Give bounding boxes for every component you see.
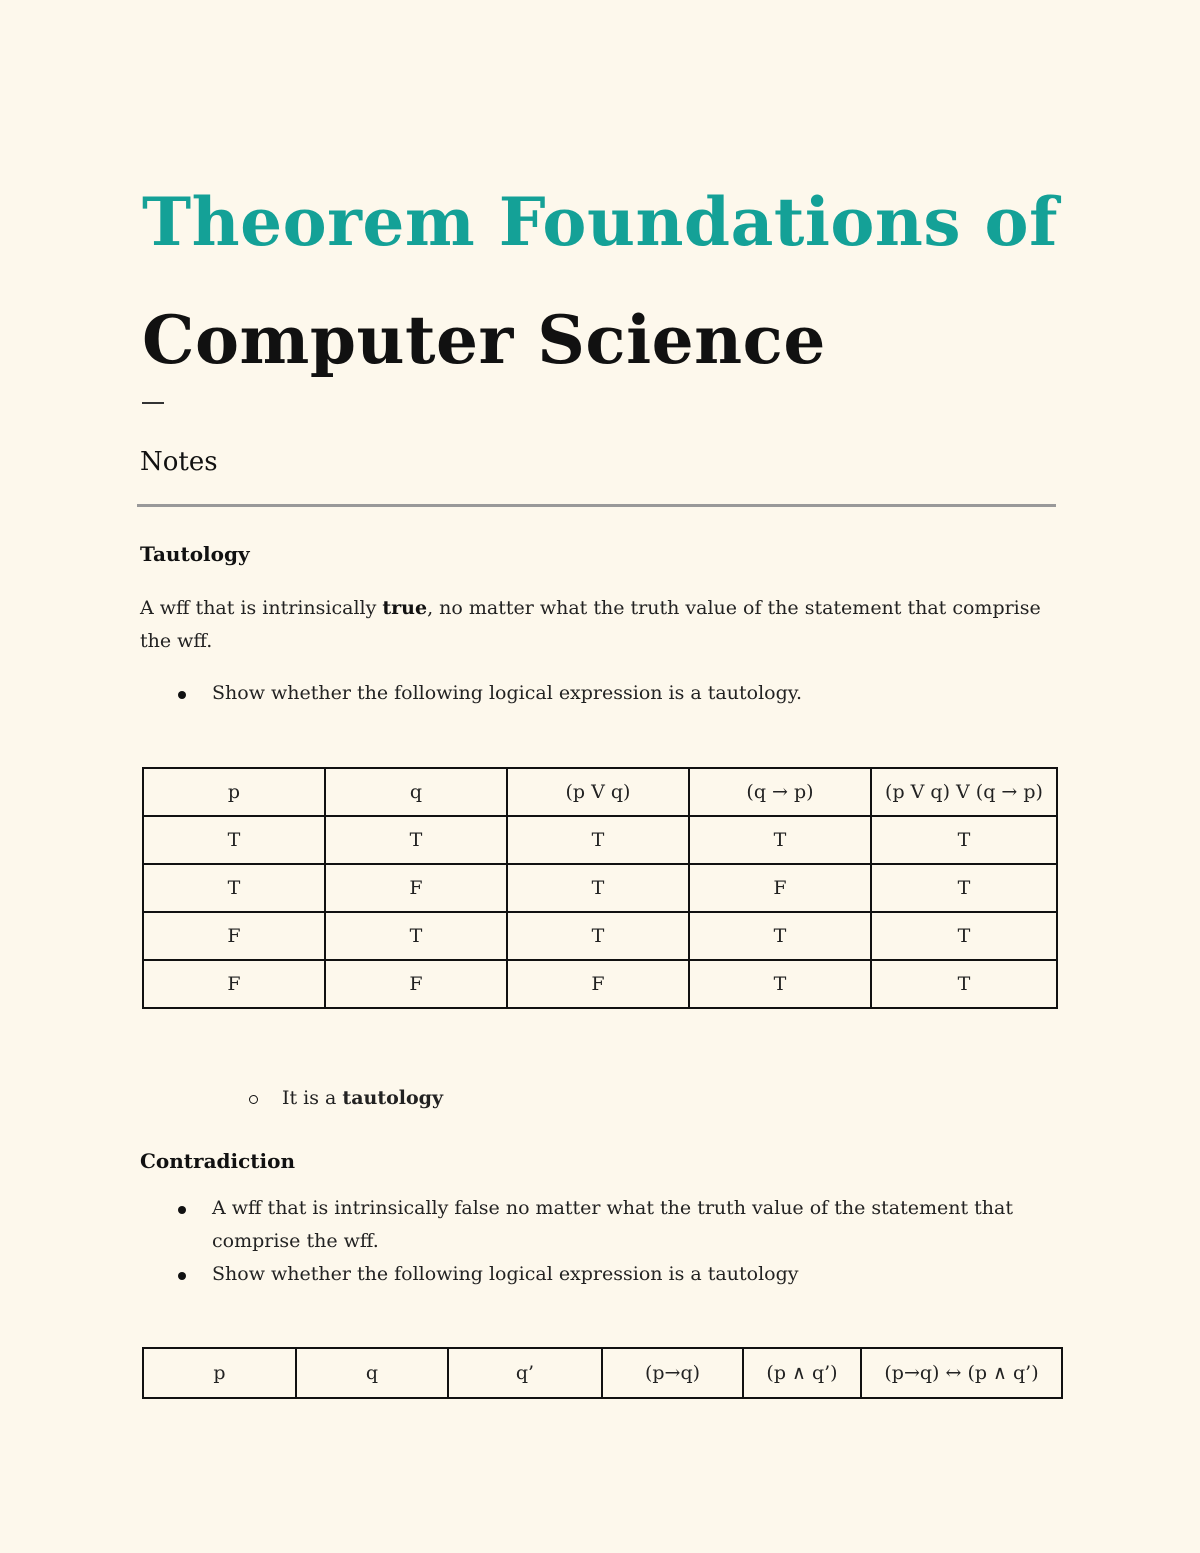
table-header-cell: (p→q) ↔ (p ∧ q’) [861, 1348, 1062, 1398]
table-cell: T [507, 912, 689, 960]
bullet-dot-icon [178, 691, 186, 699]
table-cell: T [871, 912, 1057, 960]
table-cell: F [507, 960, 689, 1008]
title-dash-divider [142, 402, 164, 404]
table-cell: T [143, 864, 325, 912]
table-row [143, 816, 1057, 864]
title-line-1: Theorem Foundations of [142, 183, 1058, 261]
table-row [143, 864, 1057, 912]
table-header-cell: (p V q) V (q → p) [871, 768, 1057, 816]
conclusion-bold: tautology [342, 1087, 443, 1109]
table-header-row [143, 1348, 1062, 1398]
bullet-dot-icon [178, 1272, 186, 1280]
table-cell: T [325, 912, 507, 960]
contradiction-truth-table [142, 1347, 1063, 1399]
table-cell: F [143, 912, 325, 960]
table-header-cell: p [143, 768, 325, 816]
table-cell: F [689, 864, 871, 912]
table-cell: T [871, 864, 1057, 912]
table-cell: T [689, 816, 871, 864]
table-header-row [143, 768, 1057, 816]
table-cell: T [871, 816, 1057, 864]
contradiction-bullet-1-text: A wff that is intrinsically false no matter what the truth value of the statement that comprise the wff. [212, 1197, 1013, 1252]
definition-text-start: A wff that is intrinsically [140, 597, 383, 619]
tautology-bullet-text: Show whether the following logical expression is a tautology. [212, 682, 802, 704]
tautology-truth-table [142, 767, 1058, 1009]
notes-heading: Notes [140, 447, 218, 477]
table-header-cell: q’ [448, 1348, 602, 1398]
table-header-cell: q [325, 768, 507, 816]
title-line-2: Computer Science [142, 301, 826, 379]
table-cell: T [507, 816, 689, 864]
table-header-cell: (p V q) [507, 768, 689, 816]
tautology-heading: Tautology [140, 542, 250, 566]
contradiction-bullet-2-text: Show whether the following logical expression is a tautology [212, 1263, 799, 1285]
table-header-cell: (p ∧ q’) [743, 1348, 861, 1398]
tautology-definition [140, 592, 1050, 658]
contradiction-heading: Contradiction [140, 1149, 296, 1173]
table-header-cell: (q → p) [689, 768, 871, 816]
table-cell: T [507, 864, 689, 912]
table-row [143, 912, 1057, 960]
table-cell: F [325, 864, 507, 912]
table-cell: T [143, 816, 325, 864]
definition-text-end: , no matter what the truth value of the statement that comprise the wff. [140, 597, 1041, 652]
conclusion-text-start: It is a [282, 1087, 343, 1109]
table-cell: F [143, 960, 325, 1008]
table-cell: T [689, 960, 871, 1008]
table-header-cell: (p→q) [602, 1348, 743, 1398]
definition-bold-true: true [382, 597, 428, 619]
bullet-dot-icon [178, 1206, 186, 1214]
table-cell: T [325, 816, 507, 864]
horizontal-rule [137, 504, 1056, 507]
conclusion-text [282, 1082, 443, 1115]
table-cell: T [871, 960, 1057, 1008]
table-header-cell: q [296, 1348, 448, 1398]
table-cell: T [689, 912, 871, 960]
hollow-bullet-icon [249, 1095, 258, 1104]
table-row [143, 960, 1057, 1008]
table-header-cell: p [143, 1348, 296, 1398]
table-cell: F [325, 960, 507, 1008]
